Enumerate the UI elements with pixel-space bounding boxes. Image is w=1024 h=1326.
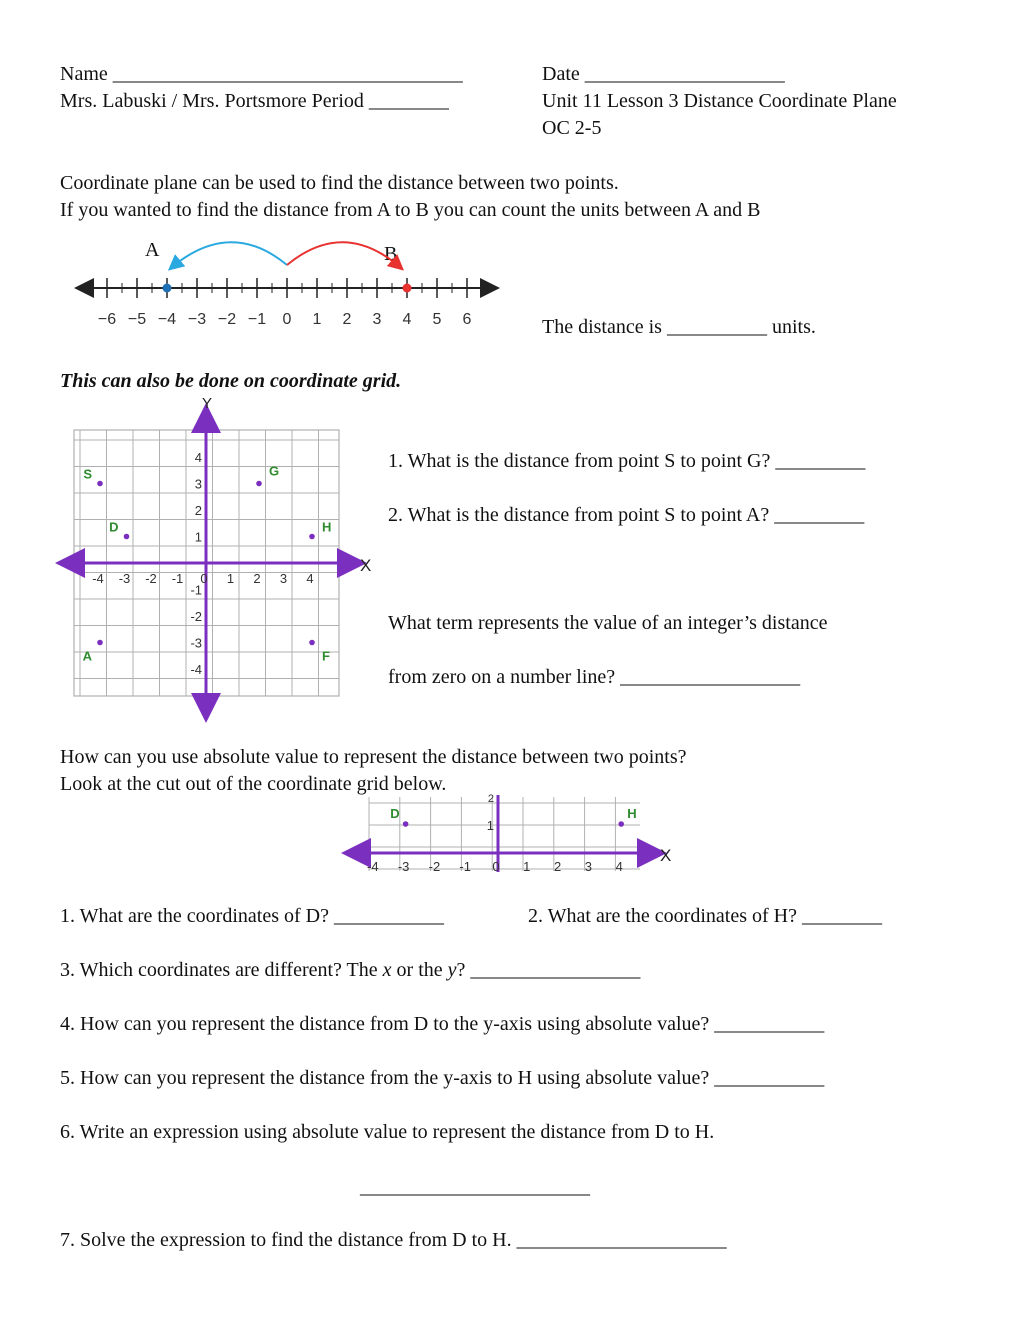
number-line-tick-label: 4 xyxy=(402,311,412,328)
intro-line-2: If you wanted to find the distance from A to B you can count the units between A and B xyxy=(60,199,761,221)
cutout-y-tick-label: 2 xyxy=(487,793,494,805)
y-tick-label: -2 xyxy=(190,609,202,624)
grid-question-1: 1. What is the distance from point S to point G? _________ xyxy=(388,450,866,472)
number-line-tick-label: 0 xyxy=(282,311,292,328)
number-line-tick-label: 3 xyxy=(372,311,382,328)
x-tick-label: -2 xyxy=(145,571,157,586)
number-line-tick-label: 5 xyxy=(432,311,442,328)
number-line-tick-label: −6 xyxy=(97,311,117,328)
question-5: 5. How can you represent the distance from the y-axis to H using absolute value? ___________ xyxy=(60,1067,825,1089)
cutout-x-tick-label: 1 xyxy=(523,859,531,874)
x-tick-label: 0 xyxy=(200,571,208,586)
point-label-d: D xyxy=(109,519,119,535)
point-label-h: H xyxy=(322,519,332,535)
question-7: 7. Solve the expression to find the distance from D to H. _____________________ xyxy=(60,1229,727,1251)
x-tick-label: -3 xyxy=(118,571,131,586)
cutout-x-tick-label: -2 xyxy=(428,859,441,874)
x-tick-label: -4 xyxy=(92,571,104,586)
number-line-tick-label: −5 xyxy=(127,311,147,328)
abs-intro-line-2: Look at the cut out of the coordinate grid below. xyxy=(60,773,447,795)
cutout-x-tick-label: 3 xyxy=(584,859,593,874)
y-tick-label: 1 xyxy=(194,529,202,545)
cutout-point-label-h: H xyxy=(627,806,637,821)
cutout-x-tick-label: -3 xyxy=(397,859,410,874)
number-line-tick-label: 6 xyxy=(462,311,472,328)
x-axis-label: X xyxy=(360,556,372,575)
y-tick-label: -4 xyxy=(190,662,202,677)
y-tick-label: 4 xyxy=(194,450,202,465)
point-label-s: S xyxy=(83,466,92,482)
question-1: 1. What are the coordinates of D? ___________ xyxy=(60,905,444,927)
number-line-tick-label: 2 xyxy=(342,311,352,328)
question-4: 4. How can you represent the distance from D to the y-axis using absolute value? ___________ xyxy=(60,1013,825,1035)
point-label-a: A xyxy=(82,648,92,664)
cutout-x-tick-label: 4 xyxy=(615,859,623,874)
number-line-tick-label: −2 xyxy=(217,311,237,328)
distance-prompt: The distance is __________ units. xyxy=(542,316,816,338)
abs-intro-line-1: How can you use absolute value to represent the distance between two points? xyxy=(60,746,687,768)
x-tick-label: 2 xyxy=(253,571,261,586)
x-tick-label: 1 xyxy=(226,571,235,586)
intro-line-1: Coordinate plane can be used to find the distance between two points. xyxy=(60,172,619,194)
question-6-answer-blank: _______________________ xyxy=(360,1176,590,1198)
cutout-x-tick-label: -4 xyxy=(367,859,379,874)
question-3: 3. Which coordinates are different? The x or the y? _________________ xyxy=(60,959,641,981)
lesson-code: OC 2-5 xyxy=(542,117,602,139)
point-label-g: G xyxy=(269,463,280,479)
y-tick-label: 2 xyxy=(194,503,202,518)
number-line-tick-label: −4 xyxy=(157,311,177,328)
cutout-x-tick-label: -1 xyxy=(459,859,471,874)
number-line-label-a: A xyxy=(145,239,160,261)
lesson-title: Unit 11 Lesson 3 Distance Coordinate Plane xyxy=(542,90,897,112)
y-axis-label: Y xyxy=(202,395,213,412)
cutout-x-tick-label: 2 xyxy=(553,859,562,874)
y-tick-label: -1 xyxy=(190,582,202,598)
x-tick-label: 3 xyxy=(279,571,288,586)
number-line-label-b: B xyxy=(384,243,398,265)
cutout-point-d xyxy=(403,821,409,827)
date-field-label: Date ____________________ xyxy=(542,63,785,85)
cutout-x-tick-label: 0 xyxy=(492,859,500,874)
cutout-x-axis-label: X xyxy=(660,846,672,865)
cutout-y-tick-label: 1 xyxy=(486,818,494,833)
number-line-tick-label: 1 xyxy=(312,311,322,328)
number-line-tick-label: −3 xyxy=(187,311,207,328)
term-question-line-2: from zero on a number line? __________________ xyxy=(388,666,801,688)
grid-intro: This can also be done on coordinate grid. xyxy=(60,370,402,392)
point-label-f: F xyxy=(322,648,330,664)
question-6: 6. Write an expression using absolute value to represent the distance from D to H. xyxy=(60,1121,715,1143)
x-tick-label: 4 xyxy=(306,571,314,586)
y-tick-label: 3 xyxy=(194,476,202,492)
question-2: 2. What are the coordinates of H? ________ xyxy=(528,905,882,927)
cutout-point-label-d: D xyxy=(390,806,400,821)
term-question-line-1: What term represents the value of an integer’s distance xyxy=(388,612,828,634)
number-line-tick-label: −1 xyxy=(247,311,267,328)
y-tick-label: -3 xyxy=(190,635,202,651)
teacher-period-line: Mrs. Labuski / Mrs. Portsmore Period ________ xyxy=(60,90,449,112)
name-field-label: Name ___________________________________ xyxy=(60,63,463,85)
cutout-point-h xyxy=(618,821,624,827)
grid-question-2: 2. What is the distance from point S to point A? _________ xyxy=(388,504,865,526)
x-tick-label: -1 xyxy=(171,571,184,586)
